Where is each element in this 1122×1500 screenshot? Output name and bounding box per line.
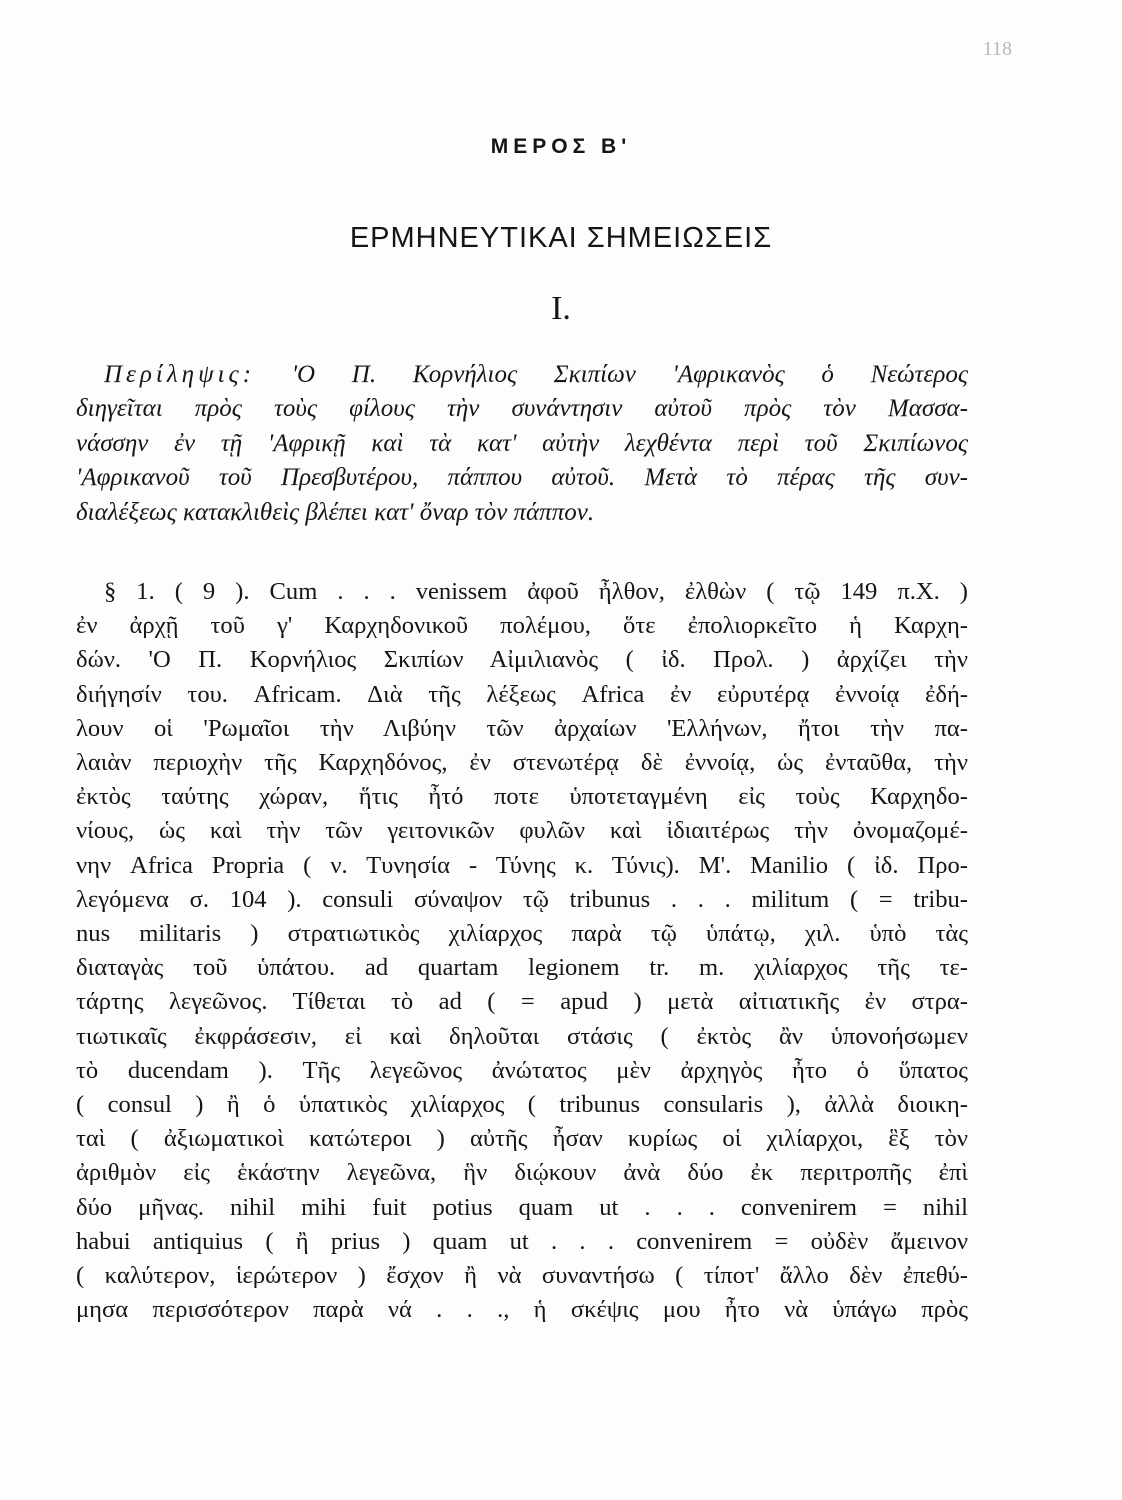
commentary-line: ἀριθμὸν εἰς ἑκάστην λεγεῶνα, ἣν διῴκουν ἀνὰ δύο ἐκ περιτροπῆς ἐπὶ xyxy=(76,1159,968,1187)
commentary-line: λεγόμενα σ. 104 ). consuli σύναψον τῷ tribunus . . . militum ( = tribu- xyxy=(76,885,968,913)
commentary-line: δών. 'Ο Π. Κορνήλιος Σκιπίων Αἰμιλιανὸς ( ἰδ. Προλ. ) ἀρχίζει τὴν xyxy=(76,646,968,674)
commentary-paragraph xyxy=(76,575,968,1327)
commentary-line: τὸ ducendam ). Τῆς λεγεῶνος ἀνώτατος μὲν ἀρχηγὸς ἦτο ὁ ὕπατος xyxy=(76,1056,968,1084)
page-number: 118 xyxy=(982,38,1012,60)
commentary-line: ( καλύτερον, ἱερώτερον ) ἔσχον ἢ νὰ συναντήσω ( τίποτ' ἄλλο δὲν ἐπεθύ- xyxy=(76,1262,968,1290)
summary-label: Περίληψις: xyxy=(104,361,256,388)
summary-line: 'Αφρικανοῦ τοῦ Πρεσβυτέρου, πάππου αὐτοῦ. Μετὰ τὸ πέρας τῆς συν- xyxy=(76,464,968,492)
summary-line xyxy=(76,358,968,392)
commentary-line: § 1. ( 9 ). Cum . . . venissem ἀφοῦ ἦλθον, ἐλθὼν ( τῷ 149 π.Χ. ) xyxy=(104,578,968,605)
commentary-line: δύο μῆνας. nihil mihi fuit potius quam ut . . . convenirem = nihil xyxy=(76,1193,968,1221)
summary-paragraph xyxy=(76,358,968,530)
commentary-line: διήγησίν του. Africam. Διὰ τῆς λέξεως Africa ἐν εὐρυτέρᾳ ἐννοίᾳ ἐδή- xyxy=(76,680,968,708)
commentary-line: μησα περισσότερον παρὰ νά . . ., ἡ σκέψις μου ἦτο νὰ ὑπάγω πρὸς xyxy=(76,1296,968,1324)
part-heading: ΜΕΡΟΣ Β' xyxy=(490,135,632,158)
summary-line: διαλέξεως κατακλιθεὶς βλέπει κατ' ὄναρ τὸν πάππον. xyxy=(76,498,595,526)
summary-line-text: 'Ο Π. Κορνήλιος Σκιπίων 'Αφρικανὸς ὁ Νεώτερος xyxy=(291,361,968,388)
commentary-line: ἐκτὸς ταύτης χώραν, ἥτις ἦτό ποτε ὑποτεταγμένη εἰς τοὺς Καρχηδο- xyxy=(76,783,968,811)
summary-line: νάσσην ἐν τῇ 'Αφρικῇ καὶ τὰ κατ' αὐτὴν λεχθέντα περὶ τοῦ Σκιπίωνος xyxy=(76,429,968,457)
commentary-line: ἐν ἀρχῇ τοῦ γ' Καρχηδονικοῦ πολέμου, ὅτε ἐπολιορκεῖτο ἡ Καρχη- xyxy=(76,612,968,640)
commentary-line: λαιὰν περιοχὴν τῆς Καρχηδόνος, ἐν στενωτέρᾳ δὲ ἐννοίᾳ, ὡς ἐνταῦθα, τὴν xyxy=(76,749,968,777)
commentary-line: τάρτης λεγεῶνος. Τίθεται τὸ ad ( = apud ) μετὰ αἰτιατικῆς ἐν στρα- xyxy=(76,988,968,1016)
commentary-line: ταὶ ( ἀξιωματικοὶ κατώτεροι ) αὐτῆς ἦσαν κυρίως οἱ χιλίαρχοι, ἓξ τὸν xyxy=(76,1125,968,1153)
commentary-line: νίους, ὡς καὶ τὴν τῶν γειτονικῶν φυλῶν καὶ ἰδιαιτέρως τὴν ὀνομαζομέ- xyxy=(76,817,968,845)
commentary-line: nus militaris ) στρατιωτικὸς χιλίαρχος παρὰ τῷ ὑπάτῳ, χιλ. ὑπὸ τὰς xyxy=(76,920,968,948)
commentary-line: τιωτικαῖς ἐκφράσεσιν, εἰ καὶ δηλοῦται στάσις ( ἐκτὸς ἂν ὑπονοήσωμεν xyxy=(76,1022,968,1050)
commentary-line: νην Africa Propria ( ν. Τυνησία - Τύνης κ. Τύνις). M'. Manilio ( ἰδ. Προ- xyxy=(76,851,968,879)
commentary-line: habui antiquius ( ἢ prius ) quam ut . . . convenirem = οὐδὲν ἄμεινον xyxy=(76,1227,968,1255)
chapter-numeral: I. xyxy=(551,290,571,327)
commentary-line: λουν οἱ 'Ρωμαῖοι τὴν Λιβύην τῶν ἀρχαίων 'Ελλήνων, ἤτοι τὴν πα- xyxy=(76,714,968,742)
commentary-line: διαταγὰς τοῦ ὑπάτου. ad quartam legionem tr. m. χιλίαρχος τῆς τε- xyxy=(76,954,968,982)
section-title: ΕΡΜΗΝΕΥΤΙΚΑΙ ΣΗΜΕΙΩΣΕΙΣ xyxy=(349,222,773,254)
commentary-line: ( consul ) ἢ ὁ ὑπατικὸς χιλίαρχος ( tribunus consularis ), ἀλλὰ διοικη- xyxy=(76,1091,968,1119)
summary-line: διηγεῖται πρὸς τοὺς φίλους τὴν συνάντησιν αὐτοῦ πρὸς τὸν Μασσα- xyxy=(76,395,968,423)
